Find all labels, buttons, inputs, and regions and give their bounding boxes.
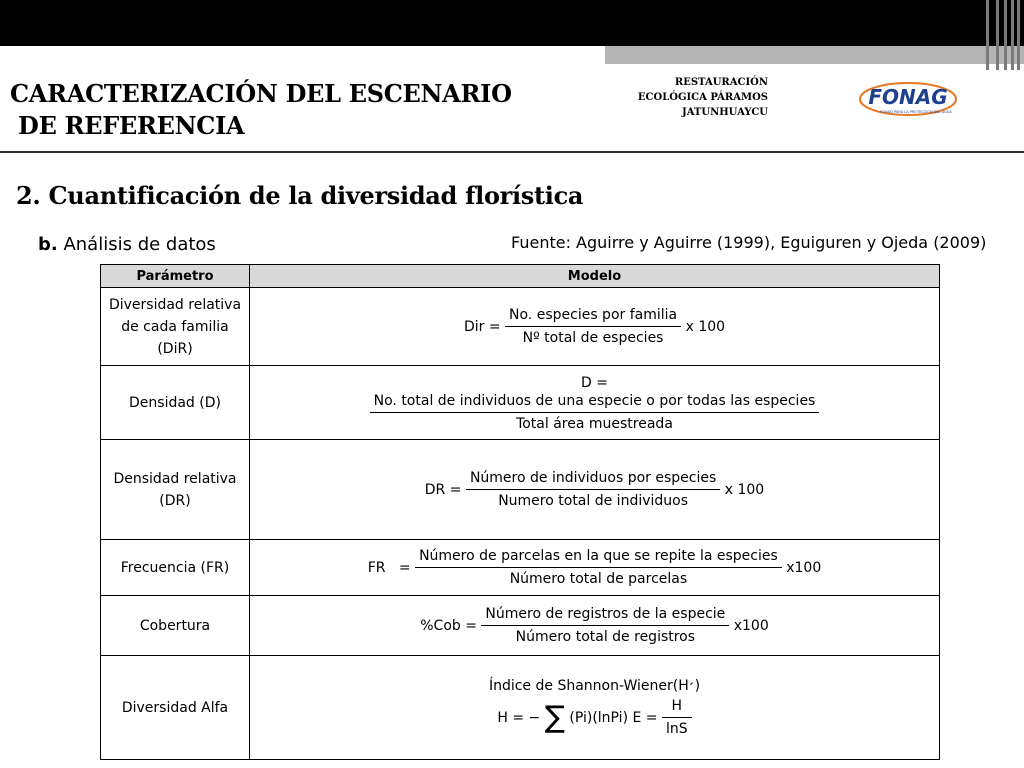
formula-lhs: D = [581,375,608,391]
formula-lhs: H = − [497,709,541,726]
logo-wordmark: FONAG [868,85,948,109]
formula-lhs: FR = [367,559,411,576]
fraction-numerator: H [662,698,692,718]
source-citation: Fuente: Aguirre y Aguirre (1999), Eguiguren y Ojeda (2009) [511,233,987,252]
top-right-stripes [984,0,1024,70]
table-row [101,656,940,760]
header-title-line1: CARACTERIZACIÓN DEL ESCENARIO [10,79,512,108]
header-title [10,78,512,142]
formula-fraction [505,307,681,346]
header-rule [0,151,1024,153]
table-row [101,596,940,656]
model-cell [250,540,940,596]
model-cell [250,596,940,656]
subsection-title [38,234,216,255]
fraction-denominator: Numero total de individuos [498,493,689,509]
fraction-denominator: Nº total de especies [522,330,664,346]
index-label: Índice de Shannon-Wiener(H׳) [488,678,701,694]
project-line2: ECOLÓGICA PÁRAMOS [637,92,768,103]
header-parametro: Parámetro [101,265,250,288]
param-cell: Densidad (D) [101,366,250,440]
top-banner-gray-strip [605,46,1024,64]
subsection-letter: b. [38,234,58,255]
fraction-numerator: Número de parcelas en la que se repite la especies [415,548,782,568]
top-banner [0,0,1024,46]
table-header-row [101,265,940,288]
model-cell [250,288,940,366]
model-cell [250,366,940,440]
table-row [101,440,940,540]
formula-fraction [662,698,692,737]
formula-middle: (Pi)(lnPi) E = [569,709,658,726]
formula-rhs: x100 [786,559,822,576]
project-line1: RESTAURACIÓN [674,77,768,88]
formula-fraction [415,548,782,587]
logo-tagline: FONDO PARA LA PROTECCIÓN DEL AGUA [880,110,952,114]
table-row [101,540,940,596]
formula-rhs: x 100 [724,481,765,498]
fraction-numerator: No. total de individuos de una especie o por todas las especies [370,393,820,413]
table-row [101,366,940,440]
fraction-denominator: Total área muestreada [516,416,673,432]
fraction-numerator: No. especies por familia [505,307,681,327]
param-cell: Cobertura [101,596,250,656]
model-cell [250,656,940,760]
section-title: 2. Cuantificación de la diversidad florística [16,181,584,210]
fraction-denominator: lnS [665,721,688,737]
fraction-denominator: Número total de registros [515,629,696,645]
project-line3: JATUNHUAYCU [681,107,768,118]
formula-rhs: x100 [733,617,769,634]
param-cell: Diversidad relativa de cada familia (DiR) [101,288,250,366]
formula-fraction [466,470,720,509]
models-table [100,264,940,760]
formula-lhs: Dir = [463,318,501,335]
fraction-denominator: Número total de parcelas [509,571,688,587]
param-cell: Frecuencia (FR) [101,540,250,596]
model-cell [250,440,940,540]
fraction-numerator: Número de individuos por especies [466,470,720,490]
sigma-symbol: ∑ [544,700,565,735]
fonag-logo [858,80,958,118]
formula-fraction [370,393,820,432]
table-row [101,288,940,366]
header-title-line2: DE REFERENCIA [10,111,245,140]
formula-lhs: %Cob = [420,617,477,634]
fraction-numerator: Número de registros de la especie [481,606,729,626]
formula-rhs: x 100 [685,318,726,335]
formula-lhs: DR = [424,481,462,498]
header-modelo: Modelo [250,265,940,288]
formula-fraction [481,606,729,645]
project-name [626,75,768,120]
param-cell: Densidad relativa (DR) [101,440,250,540]
subsection-text: Análisis de datos [57,234,216,255]
param-cell: Diversidad Alfa [101,656,250,760]
